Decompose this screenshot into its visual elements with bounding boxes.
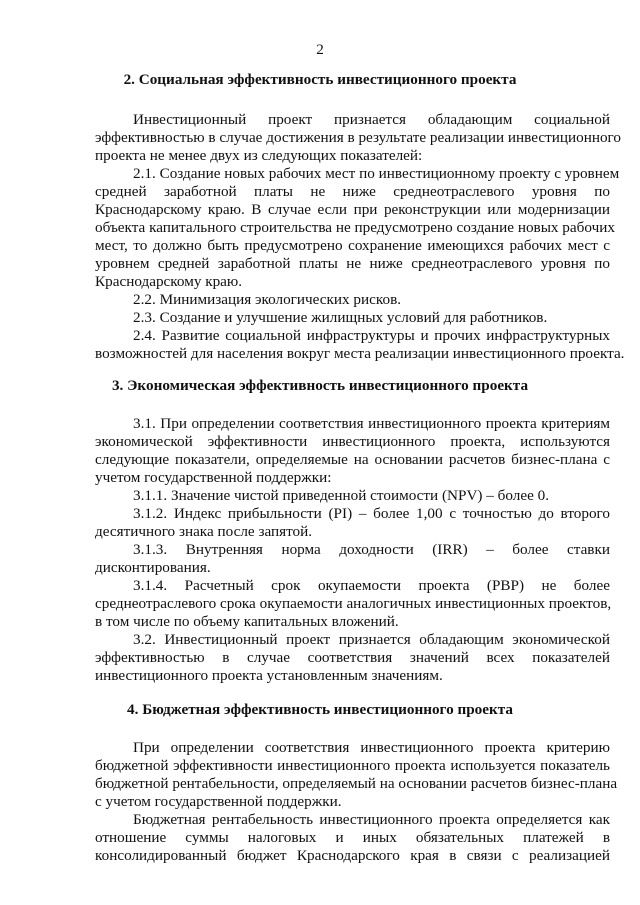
paragraph-line: Краснодарскому краю. xyxy=(95,273,243,290)
paragraph-line: 2.3. Создание и улучшение жилищных условий для работников. xyxy=(133,309,548,326)
paragraph-line: Инвестиционный проект признается обладающим социальной xyxy=(133,111,610,128)
paragraph-line: экономической эффективности инвестиционного проекта, используются xyxy=(95,433,610,450)
paragraph-line: с учетом государственной поддержки. xyxy=(95,793,342,810)
paragraph-line: 3.1.1. Значение чистой приведенной стоимости (NPV) – более 0. xyxy=(133,487,550,504)
paragraph-line: Краснодарскому краю. В случае если при реконструкции или модернизации xyxy=(95,201,610,218)
paragraph-line: в том числе по объему капитальных вложений. xyxy=(95,613,399,630)
paragraph-line: среднеотраслевого срока окупаемости аналогичных инвестиционных проектов, xyxy=(95,595,612,612)
paragraph-line: средней заработной платы не ниже среднеотраслевого уровня по xyxy=(95,183,610,200)
section-heading: 2. Социальная эффективность инвестиционного проекта xyxy=(123,71,517,88)
paragraph-line: учетом государственной поддержки: xyxy=(95,469,332,486)
paragraph-line: уровнем средней заработной платы не ниже среднеотраслевого уровня по xyxy=(95,255,610,272)
paragraph-line: десятичного знака после запятой. xyxy=(95,523,313,540)
paragraph-line: 2.2. Минимизация экологических рисков. xyxy=(133,291,402,308)
section-heading: 4. Бюджетная эффективность инвестиционного проекта xyxy=(127,701,513,718)
paragraph-line: 3.2. Инвестиционный проект признается обладающим экономической xyxy=(133,631,610,648)
paragraph-line: 3.1. При определении соответствия инвестиционного проекта критериям xyxy=(133,415,610,432)
paragraph-line: 3.1.2. Индекс прибыльности (PI) – более 1,00 с точностью до второго xyxy=(133,505,610,522)
paragraph-line: отношение суммы налоговых и иных обязательных платежей в xyxy=(95,829,610,846)
paragraph-line: мест, то должно быть предусмотрено сохранение имеющихся рабочих мест с xyxy=(95,237,610,254)
paragraph-line: 3.1.3. Внутренняя норма доходности (IRR) – более ставки xyxy=(133,541,610,558)
page-number: 2 xyxy=(316,41,324,58)
paragraph-line: объекта капитального строительства не предусмотрено создание новых рабочих xyxy=(95,219,615,236)
paragraph-line: бюджетной эффективности инвестиционного проекта используется показатель xyxy=(95,757,610,774)
paragraph-line: возможностей для населения вокруг места реализации инвестиционного проекта. xyxy=(95,345,625,362)
paragraph-line: следующие показатели, определяемые на основании расчетов бизнес-плана с xyxy=(95,451,610,468)
paragraph-line: 2.1. Создание новых рабочих мест по инвестиционному проекту с уровнем xyxy=(133,165,620,182)
section-heading: 3. Экономическая эффективность инвестиционного проекта xyxy=(111,377,529,394)
paragraph-line: эффективностью в случае достижения в результате реализации инвестиционного xyxy=(95,129,621,146)
paragraph-line: бюджетной рентабельности, определяемый на основании расчетов бизнес-плана xyxy=(95,775,618,792)
paragraph-line: эффективностью в случае соответствия значений всех показателей xyxy=(95,649,610,666)
paragraph-line: инвестиционного проекта установленным значениям. xyxy=(95,667,443,684)
paragraph-line: 3.1.4. Расчетный срок окупаемости проекта (PBP) не более xyxy=(133,577,610,594)
paragraph-line: консолидированный бюджет Краснодарского края в связи с реализацией xyxy=(95,847,610,864)
paragraph-line: проекта не менее двух из следующих показателей: xyxy=(95,147,423,164)
paragraph-line: При определении соответствия инвестиционного проекта критерию xyxy=(133,739,610,756)
paragraph-line: дисконтирования. xyxy=(95,559,211,576)
paragraph-line: 2.4. Развитие социальной инфраструктуры и прочих инфраструктурных xyxy=(133,327,610,344)
paragraph-line: Бюджетная рентабельность инвестиционного проекта определяется как xyxy=(133,811,610,828)
